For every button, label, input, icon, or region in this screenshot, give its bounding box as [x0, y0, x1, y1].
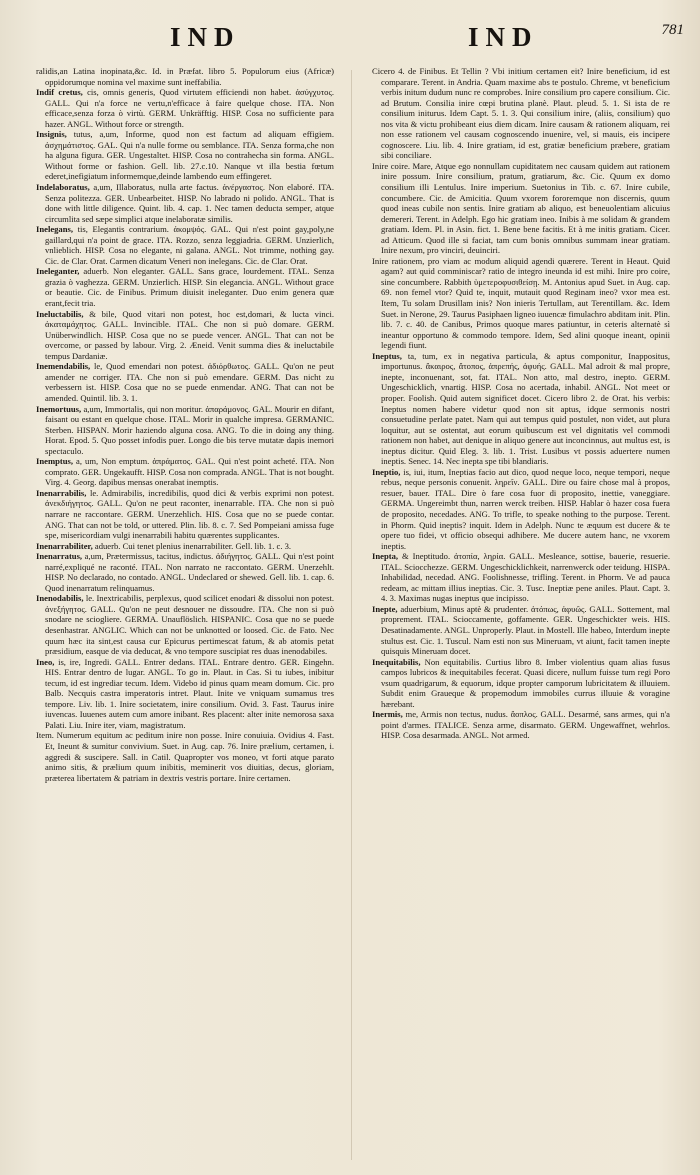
dictionary-entry — [372, 467, 670, 551]
dictionary-entry — [36, 129, 334, 182]
running-head-left: IND — [170, 22, 241, 52]
right-column — [372, 66, 670, 1162]
dictionary-entry — [36, 551, 334, 593]
dictionary-entry — [36, 404, 334, 457]
entry-text: le, Quod emendari non potest. ἀδιόρθωτος. GALL. Qu'on ne peut amender ne corriger. ITA. Che non si può emendare. GERM. Das nicht zu verbessern ist. HISP. Cosa que no se puede enmendar. ANG. That can not be amended. Quintil. lib. 3. 1. — [45, 361, 334, 403]
entry-text: le. Admirabilis, incredibilis, quod dici & verbis exprimi non potest. ἀνεκδιήγητος. GALL. Qu'on ne peut raconter, inenarrable. ITA. Che non si può narrare ne raccontare. GERM. Unerzehlich. HIS. Cosa que no se puede contar. ANG. That can not be told, or uttered. Plin. lib. 8. c. 7. Sed Pompeiani amissa fuge spe, misericordiam vulgi inenarrabili habitu quærentes supplicantes. — [45, 487, 334, 541]
entry-headword: Ineluctabilis, — [36, 308, 90, 319]
entry-text: Cicero 4. de Finibus. Et Tellin ? Vbi initium certamen eit? Inire beneficium, id est comparare. Terent. in Andria. Quam maxime abs te postulo. Chreme, vt beneficium verbis initum dudum nunc re comprobes. Inire consilium pro capere consilium. Cic. ad Brutum. Consilia inire cœpi brutina planè. Plaut. pleud. 5. 1. Si ista de re consilium initurus. Idem Capt. 5. 1. 3. Qui consilium inire, (aliis, consilium) quo nos vita & victu prohibeant eius diem dicam. Inire causam & rationem aliquam, rei non esse rationem vel causam cognoscendo inuenire, vel, si mauis, eis incipere cognoscere. Liu. lib. 4. Inire gratiam, id est, gratiæ beneficium præbere, gratiam sibi conciliare. — [372, 66, 670, 161]
entry-headword: Ineptio, — [372, 466, 404, 477]
entry-text: aduerb. Cui tenet plenius inenarrabiliter. Gell. lib. 1. c. 3. — [94, 540, 292, 551]
dictionary-entry — [36, 593, 334, 656]
dictionary-entry — [372, 256, 670, 351]
entry-headword: Insignis, — [36, 129, 74, 140]
dictionary-entry — [36, 488, 334, 541]
dictionary-entry — [372, 657, 670, 710]
entry-headword: Ineleganter, — [36, 266, 84, 277]
entry-headword: Inelegans, — [36, 224, 78, 235]
left-column — [36, 66, 334, 1162]
entry-text: a,um, Immortalis, qui non moritur. ἀπαράμονος. GAL. Mourir en difant, faisant ou estant en quelque chose. ITAL. Morir in qualche impresa. GERMANIC. Sterben. HISPAN. Morir haziendo alguna cosa. ANG. To die in doing any thing. Horat. Epod. 5. Quo posset infodis puer. Longo die bis terve mutatæ dapis inemori spectaculo. — [45, 403, 334, 456]
entry-headword: Inenarrabiliter, — [36, 540, 95, 551]
dictionary-entry — [36, 730, 334, 783]
entry-text: le. Inextricabilis, perplexus, quod scilicet enodari & dissolui non potest. ἀνεξήγητος. GALL. Qu'on ne peut desnouer ne dissoudre. ITA. Che non si può snodare ne sciogliere. GERMA. Unauflöslich. HISPANIC. Cosa que no se puede desenhastrar. ANGLIC. Which can not be unknotted or loosed. Cic. de Fato. Nec quum hæc ita sint,est causa cur Epicurus pertimescat fatum, & ab atomis petat præsidium, easque de via deducat, & vno tempore suscipiat res duas inenodabiles. — [45, 593, 334, 657]
entry-text: a,um, Prætermissus, tacitus, indictus. ἀδιήγητος. GALL. Qui n'est point narré,expliqué ne raconté. ITAL. Non narrato ne raccontato. GERM. Unerzehlt. HISP. No declarado, no contado. ANGL. Undeclared or shewed. Gell. lib. 1. cap. 6. Quod inenarratum relinquamus. — [45, 551, 334, 593]
dictionary-entry — [372, 709, 670, 741]
entry-headword: Indelaboratus, — [36, 182, 94, 193]
entry-text: is, iui, itum, Ineptias facio aut dico, quod neque loco, neque tempori, neque rebus, neque personis conuenit. ληρεῖν. GALL. Dire ou faire chose mal à propos, resuer, bauer. ITAL. Dire ò fare cosa fuor di proposito, inettie, vaneggiare. GERMA. Ungereimbt thun, narren werck treiben. HISP. Hablar ò hazer cosa fuera de proposito, necedades. ANG. To trifle, to speake nothing to the purpose. Terent. in Phorm. Quid ineptis? inquit. Idem in Adelph. Nunc te æquum est ducere & te opere tuo fidei, vt officio obsequi adhibere. Me ducere autem hanc, ne vxorem ineptis. — [381, 466, 670, 551]
entry-text: cis, omnis generis, Quod virtutem efficiendi non habet. ἀσύγχυτος. GALL. Qui n'a force ne vertu,n'efficace à faire quelque chose. ITA. Non efficace,senza forza ò virtù. GERM. Unkräfftig. HISP. Cosa no sufficiente para hazer. ANGL. Without force or strength. — [45, 87, 334, 129]
entry-headword: Inemptus, — [36, 456, 77, 467]
entry-text: a,um, Illaboratus, nulla arte factus. ἀνέργαστος. Non elaboré. ITA. Senza politezza. GER. Unbearbeitet. HISP. No labrado ni polido. ANGL. That is done with little diligence. Quint. lib. 4. cap. 1. Nec tamen deducta semper, atque circumlita sed sæpe simplici atque inelaboratæ similis. — [45, 182, 334, 224]
entry-text: Item. Numerum equitum ac peditum inire non posse. Inire conuiuia. Ovidius 4. Fast. Et, Ineunt & sumitur convivium. Suet. in Aug. cap. 76. Inire prælium, certamen, i. aggredi & suscipere. Sall. in Catil. Quapropter vos moneo, vt forti atque parato animo sitis, & prælium quum inibitis, meminerit vos diuitias, decus, gloriam, præterea libertatem & patriam in dextris vestris portare. Inire certamen. — [36, 730, 334, 783]
dictionary-entry — [36, 657, 334, 731]
entry-text: aduerb. Non eleganter. GALL. Sans grace, lourdement. ITAL. Senza grazia ò vaghezza. GERM. Unzierlich. HISP. Sin elegancia. ANGL. Without grace or beautie. Cic. de Finibus. Primum diuisit ineleganter. Duo enim genera quæ erant,fecit tria. — [45, 266, 334, 309]
entry-text: a, um, Non emptum. ἀπράματος. GAL. Qui n'est point acheté. ITA. Non comprato. GER. Ungekaufft. HISP. Cosa non comprada. ANGL. That is not bought. Virg. 4. Georg. dapibus mensas onerabat inemptis. — [45, 456, 334, 488]
entry-text: Inire coire. Mare, Atque ego nonnullam cupiditatem nec causam quidem aut rationem inire possum. Inire consilium, pratum, gratiarum, &c. Cic. Quum ex domo consilium illi Lentulus. Inire imperium. Suetonius in Tib. c. 67. Inire cubile, concumbere. Cic. de Amicitia. Quum vxorem fororemque non discernis, quum quod ineas cubile non sentis. Inire gratiam ab aliquo, est beneuolentiam alicuius demereri. Terent. in Adelph. Ego hic gratiam ineo. Inibis à me solidam & grandem gratiam. Idem. Pl. in Asin. fict. 1. Bene bene facitis. Et à me initis gratiam. Cicer. ad Atticum. Quod ille si faciat, tam cum bonis omnibus summam inear gratiam. Inire nexum, pro vinciri, deuinciri. — [372, 160, 670, 256]
entry-text: aduerbium, Minus aptè & prudenter. ἀτόπως, ἀφυῶς. GALL. Sottement, mal proprement. ITAL. Scioccamente, goffamente. GER. Ungeschickter weis. HIS. Desatinadamente. ANGL. Unproperly. Plaut. in Mostell. Ille habeo, Interdum inepte stultus est. Cic. 1. Tuscul. Nam esti non sus Mineruam, vt aiunt, facit tamen inepte quisquis Mineruam docet. — [381, 603, 670, 657]
entry-text: me, Armis non tectus, nudus. ἄοπλος. GALL. Desarmé, sans armes, qui n'a point d'armes. ITALICE. Senza arme, disarmato. GERM. Ungewaffnet, wehrlos. HISP. Cosa desarmada. ANGL. Not armed. — [381, 709, 670, 741]
entry-headword: Inequitabilis, — [372, 656, 425, 667]
entry-text: Inire rationem, pro viam ac modum aliquid agendi quærere. Terent in Heaut. Quid agam? aut quid comminiscar? ratio de integro ineunda id est mihi. Inire pro coire, sine concumbere. Rabbith ὑμετεροφυσιθείσῃ. M. Antonius apud Suet. in Aug. cap. 69. non femel vtor? Quid te, inquit, mutauit quod Reginam ineo? vxor mea est. Item, Tu solam Drusillam inis? Non inieris Tertullam, aut Terentillam. &c. Idem Suet. in Nerone, 29. Taurus Pasiphaen ligneo iuuencæ fimulachro abditam init. Plin. lib. 7. c. 40. de Canibus, Primos quoque mares patiuntur, in ceteris alternatè sì ineantur opportuno & commodo tempore. Idem, Sed alini quoque ineant, opinii legendi fiunt. — [372, 255, 670, 351]
dictionary-entry — [372, 551, 670, 604]
entry-headword: Indif cretus, — [36, 87, 88, 98]
entry-text: Non equitabilis. Curtius libro 8. Imber violentius quam alias fusus campos lubricos & inequitabiles fecerat. Quasi dicere, nullum fuisse tum regi Poro vsum quadrigarum, & equorum, idque propter camporum lubricitatem & illuuiem. Subdit enim Graueque & propemodum immobiles currus illuuie & voragine hærebant. — [381, 656, 670, 709]
page-number: 781 — [661, 22, 684, 38]
entry-headword: Inemortuus, — [36, 403, 84, 414]
dictionary-entry — [372, 604, 670, 657]
dictionary-entry — [36, 87, 334, 129]
entry-text: tutus, a,um, Informe, quod non est factum ad aliquam effigiem. ἀσχημάτιστος. GAL. Qui n'a nulle forme ou semblance. ITA. Senza forma,che non ha alguna figura. GER. Ungestaltet. HISP. Cosa no contrahecha sin forma. ANGL. Without forme or fashion. Gell. lib. 27.c.10. Nanque vt illa bestia fœtum ederet,inefigiatum informemque,deinde lambendo eum effingeret. — [45, 129, 334, 182]
dictionary-entry — [36, 361, 334, 403]
running-head-right: IND — [468, 22, 539, 52]
dictionary-entry — [36, 456, 334, 488]
dictionary-entry — [36, 541, 334, 552]
dictionary-entry — [36, 66, 334, 87]
dictionary-entry — [36, 309, 334, 362]
entry-headword: Inenarrabilis, — [36, 487, 90, 498]
column-gutter — [351, 70, 352, 1160]
entry-headword: Ineptus, — [372, 350, 408, 361]
dictionary-entry — [36, 182, 334, 224]
entry-text: ralidis,an Latina inopinata,&c. Id. in Præfat. libro 5. Populorum eius (Africæ) oppidorumque nomina vel maxime sunt ineffabilia. — [36, 66, 334, 87]
entry-headword: Inermis, — [372, 709, 406, 720]
entry-text: & bile, Quod vitari non potest, hoc est,domari, & lucta vinci. ἀκαταμάχητος. GALL. Invincible. ITAL. Che non si può domare. GERM. Unüberwindlich. HISP. Cosa que no se puede vencer. ANGL. That can not be overcome, or passed by labour. Virg. 2. Æneid. Venit summa dies & ineluctabile tempus Dardaniæ. — [45, 308, 334, 361]
entry-text: is, ire, Ingredi. GALL. Entrer dedans. ITAL. Entrare dentro. GER. Eingehn. HIS. Entrar dentro de lugar. ANGL. To go in. Plaut. in Cas. Si tu iubes, inibitur tecum, id est ingrediar tecum. Idem. Videbo id pinus quam meam domum. Cic. pro Balb. Necquis castra imperatoris intret. Plaut. Inite ve vniquam sumamus tres tempore. Liv. lib. 1. Inire societatem, inire consilium. Ovid. 3. Fast. Taurus inire iuvencas. Iuuenes autem cum amore inibant. Res placent: alter inite nemorosa saxa Palati. Liu. Inire iter, viam, magistratum. — [45, 656, 334, 730]
dictionary-entry — [372, 161, 670, 256]
entry-headword: Ineo, — [36, 656, 59, 667]
entry-headword: Inepte, — [372, 603, 401, 614]
dictionary-entry — [36, 224, 334, 266]
entry-headword: Inenarratus, — [36, 551, 85, 562]
entry-text: ta, tum, ex in negativa particula, & aptus componitur, Inappositus, importunus. ἄκαιρος, ἄτοπος, ἀπρεπής, ἀφυής. GALL. Mal adroit & mal propre, inepte, inconuenant, sot, fat. ITAL. Non atto, mal destro, inepto. GERM. Ungeschicklich, vnartig. HISP. Cosa no acertada, inhabil. ANGL. Not meet or proper. Foolish. Quid autem significet docet. Cicero libro 2. de Orat. his verbis: Ineptus nomen habere videtur quod non sit aptus, idque sermonis nostri consuetudine perlate patet. Nam qui aut tempus quid postulet, non videt, aut plura loquitur, aut se ostentat, aut eorum quibuscum est vel dignitatis vel commodi rationem non habet, aut denique in aliquo genere aut inconcinnus, aut multus est, is ineptus dicitur. Quid Eleg. 3. lib. 1. Trist. Lusibus vt possis aduertere numen ineptis. Senec. 14. Nec inepta spe tibi blandiaris. — [381, 350, 670, 467]
dictionary-entry — [36, 266, 334, 308]
entry-headword: Inemendabilis, — [36, 361, 94, 372]
dictionary-entry — [372, 351, 670, 467]
entry-headword: Inenodabilis, — [36, 593, 86, 604]
dictionary-entry — [372, 66, 670, 161]
entry-text: & Ineptitudo. ἀτοπία, ληρία. GALL. Mesleance, sottise, bauerie, resuerie. ITAL. Sciocchezze. GERM. Ungeschicklichkeit, narrenwerck oder teidung. HISPA. Inhabilidad, necedad. ANG. Foolishnesse, trifling. Terent. in Phorm. Ve ad pauca redeam, ac mittam illius ineptias. Cic. 3. Tusc. Ineptiæ pene aniles. Plaut. Capt. 3. 4. 3. Maximas nugas ineptus que incipisso. — [381, 551, 670, 604]
entry-text: tis, Elegantis contrarium. ἀκομψός. GAL. Qui n'est point gay,poly,ne gaillard,qui n'a point de grace. ITA. Rozzo, senza leggiadria. GERM. Unzierlich, vnlieblich. HISP. Cosa no elegante, ni galana. ANGL. Not trimme, nothing gay. Cic. de Clar. Orat. Carmen dicatum Veneri non inelegans. Cic. de Clar. Orat. — [45, 224, 334, 266]
entry-headword: Inepta, — [372, 551, 402, 562]
